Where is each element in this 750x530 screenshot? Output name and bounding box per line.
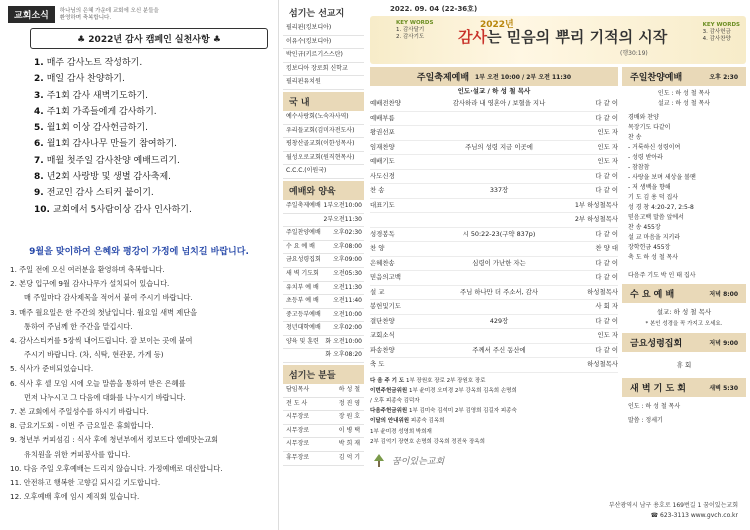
campaign-item [34,71,270,87]
order-row [370,184,618,199]
missions-list [283,22,364,90]
campaign-item [34,136,270,152]
worship-time: 오후08:00 [333,242,362,250]
campaign-item-number: 2. [34,74,44,85]
praise-line [628,263,740,271]
news-header [8,6,270,23]
order-item: 설 교 [370,287,385,296]
keywords-right [703,22,740,43]
worship-item [283,214,364,228]
order-detail [426,199,572,213]
server-item [283,452,364,466]
notice-item: 10. 다음 주일 오후예배는 드리지 않습니다. 가정예배로 대신합니다. [10,463,223,473]
order-row [370,329,618,344]
notice-item: 매 주일마다 감사제목을 적어서 붙여 주시기 바랍니다. [24,293,193,303]
order-person: 다 같 이 [595,113,618,122]
praise-service-body [622,86,746,284]
notice-item: 1. 주일 전에 오신 여러분을 환영하며 축복합니다. [10,264,165,274]
praise-line: 설 교 마음을 지키라 [628,234,681,241]
worship-name: 수 요 예 배 [286,242,315,250]
notice-item: 6. 식사 후 셀 모임 시에 오늘 말씀을 통하여 받은 은혜를 [10,378,186,388]
server-name: 장 원 호 [338,413,360,421]
campaign-title: ♣ 2022년 감사 캠페인 실천사항 ♣ [30,28,268,49]
order-person: 인도 자 [597,157,618,165]
order-person: 인도 자 [597,142,618,151]
list-item: 평창산골교회(이한성목사) [283,138,364,152]
campaign-item [34,169,270,185]
service-note-label: 이번주헌금위원 [370,387,408,394]
praise-line: - 저 생백을 향해 [628,184,671,191]
worship-time: 오후09:00 [333,256,362,264]
praise-leader: 인도 : 하 성 철 목사 [657,90,711,97]
order-person: 다 같 이 [595,345,618,354]
service-note [370,416,618,426]
notice-item: 4. 감사스티커를 5장씩 내어드립니다. 잘 보이는 곳에 붙여 [10,335,193,345]
praise-service-title: 주일찬양예배 [630,73,683,83]
order-detail [426,213,572,227]
order-item: 은혜찬송 [370,258,395,267]
news-note [60,8,159,21]
service-note [370,427,618,437]
domestic-head: 국 내 [283,92,364,111]
order-row [370,344,618,359]
order-item: 성경봉독 [370,229,395,238]
order-row [370,199,618,214]
campaign-item-text: 주1회 가족들에게 감사하기. [46,106,157,117]
side-services [622,67,746,469]
server-role: 시무장로 [286,413,310,421]
campaign-item [34,120,270,136]
church-logo-text: 꿈이있는교회 [392,457,445,468]
notice-item: 2. 본당 입구에 9월 감사나무가 설치되어 있습니다. [10,279,170,289]
worship-item [283,349,364,363]
keyword-item: 4. 감사찬양 [702,36,731,42]
order-person: 사 회 자 [595,302,618,310]
worship-time: 1부오전10:00 [323,201,362,209]
main-service-times: 1부 오전 10:00 / 2부 오전 11:30 [475,74,572,81]
banner-title [458,26,667,47]
order-detail: 429장 [489,316,509,325]
worship-name: 청년대학예배 [286,324,321,332]
praise-line: - 사랑을 보며 세상을 볼땐 [628,174,696,181]
worship-time: 오후02:00 [333,324,362,332]
server-role: 시무장로 [286,426,310,434]
dawn-service-body [622,397,746,431]
news-note-line1: 하나님의 은혜 가운데 교회에 오신 분들을 [59,7,159,14]
worship-item [283,227,364,241]
church-logo-icon [370,453,388,469]
server-item [283,411,364,425]
order-row [370,170,618,185]
fri-service-head [622,333,746,352]
news-tag: 교회소식 [8,6,55,23]
fri-service-body: 휴 회 [676,361,692,369]
worship-time: 오전11:40 [333,297,362,305]
order-item: 예배부름 [370,113,395,122]
order-item: 찬 송 [370,186,385,194]
list-item: 필리핀유치원 [283,76,364,90]
wed-service-head [622,284,746,303]
order-detail: 주님 하나만 더 주소서, 감사 [459,287,539,296]
worship-item [283,336,364,350]
order-row [370,257,618,272]
order-row [370,155,618,170]
keyword-item: 1. 감사달기 [396,27,425,33]
order-detail [426,329,572,343]
order-item: 예배전찬양 [370,99,401,107]
server-role: 시무장로 [286,440,310,448]
praise-line: 다음주 기도 박 인 태 집사 [628,272,696,279]
order-item: 사도신경 [370,171,395,180]
service-note-value: 피종숙 김옥희 [410,418,445,425]
worship-item [283,254,364,268]
order-of-service [370,97,618,373]
order-item: 대표기도 [370,200,395,209]
server-item [283,425,364,439]
praise-line: 경배와 찬양 [628,114,659,121]
order-person: 다 같 이 [595,273,618,281]
praise-service-time: 오후 2:30 [709,74,738,81]
praise-line: 찬 송 455장 [628,224,661,231]
keyword-item: 2. 감사기도 [396,34,425,40]
main-service-leaders: 인도·설교 / 하 성 철 목사 [457,87,531,95]
order-person: 다 같 이 [595,99,618,107]
order-detail [426,271,572,285]
order-item: 결단찬양 [370,316,395,325]
campaign-item [34,55,270,71]
banner-year: 2022년 [480,20,514,30]
campaign-item-number: 7. [34,155,44,166]
order-person: 1부 하성철목사 [574,200,618,209]
worship-head: 예배와 양육 [283,181,364,200]
dawn-service-head [622,378,746,397]
order-detail: 심령이 가난한 자는 [472,258,526,267]
server-role: 휴무장로 [286,454,310,462]
service-note [370,396,618,406]
order-row [370,242,618,257]
order-row [370,228,618,243]
list-item: 예수사랑회(노숙자사역) [283,111,364,125]
notice-item: 11. 안전하고 행복한 고향길 되시길 기도합니다. [10,478,161,488]
order-detail [426,126,572,140]
thanks-title: 9월을 맞이하여 은혜와 평강이 가정에 넘치길 바랍니다. [29,246,249,257]
praise-line: 찬 송 [628,134,642,141]
service-note-value: / 오후 피종숙 김덕자 [370,397,420,404]
praise-line: 믿음고백 말씀 앞에서 [628,214,684,221]
server-role: 전 도 사 [286,399,308,407]
wed-service-body [622,303,746,333]
list-item: 이유수(킹보디아) [283,36,364,50]
worship-schedule-list [283,200,364,363]
order-person: 하성철목사 [587,287,618,296]
worship-item [283,241,364,255]
order-item: 찬 양 [370,244,385,252]
campaign-item-number: 6. [34,139,44,150]
list-item: 박인규(키르기스스탄) [283,49,364,63]
order-person: 인도 자 [597,128,618,136]
worship-name: 중고등부예배 [286,310,321,318]
bulletin-date: 2022. 09. 04 (22-36호) [390,5,478,13]
dawn-service-time: 새벽 5:30 [709,385,738,392]
worship-item [283,322,364,336]
server-role: 담임목사 [286,386,310,394]
service-note [370,376,618,386]
notice-item: 먼저 나누시고 그 다음에 대화를 나누시기 바랍니다. [24,392,186,402]
servers-head: 섬기는 분들 [283,365,364,384]
order-item [370,213,426,227]
list-item: 우리들교회(김미자전도사) [283,125,364,139]
praise-line: 기 도 김 용 덕 집사 [628,194,679,201]
keywords-left [396,20,433,41]
banner-title-rest: 는 믿음의 뿌리 기적의 시작 [486,28,668,46]
worship-name: 주일찬양예배 [286,229,321,237]
order-item: 왕권선포 [370,128,395,136]
order-detail [426,300,572,314]
wed-service-title: 수 요 예 배 [630,290,675,300]
order-person: 인도 자 [597,331,618,339]
news-note-line2: 환영하며 축복합니다. [59,14,112,21]
worship-item [283,268,364,282]
worship-name: 주일축제예배 [286,201,321,209]
notice-item: 7. 본 교회에서 주일성수를 하시기 바랍니다. [10,407,149,416]
service-note-value: 1부 김미숙 김석미 2부 김영희 김길자 피종숙 [408,408,517,415]
order-detail [426,112,572,126]
address-line: 부산광역시 남구 용호로 169번길 1 꿈이있는교회 [608,502,738,509]
order-detail [426,155,572,169]
worship-time: 오전10:00 [333,310,362,318]
notice-item: 3. 매주 월요일은 한 주간의 첫날입니다. 월요일 새벽 제단을 [10,307,198,317]
notice-item: 5. 식사가 준비되었습니다. [10,364,94,374]
worship-item [283,200,364,214]
worship-time: 오후02:30 [333,229,362,237]
order-detail: 감사하라 내 영혼아 / 보혈을 지나 [452,99,546,107]
service-note [370,437,618,447]
wed-service-time: 저녁 8:00 [709,291,738,298]
worship-time: 화 오전10:00 [325,337,362,345]
campaign-list [34,55,270,218]
worship-name: 초등부 예 배 [286,297,319,305]
service-note [370,386,618,396]
order-person: 2부 하성철목사 [574,215,618,223]
list-item: 월성오로교회(원직현목사) [283,152,364,166]
order-item: 파송찬양 [370,345,395,354]
fri-service-title: 금요성령집회 [630,339,683,349]
order-item: 봉헌및기도 [370,302,401,310]
dawn-leader: 인도 : 하 성 철 목사 [628,403,681,410]
fri-service-time: 저녁 9:00 [709,340,738,347]
notice-item: 8. 금요기도회 - 이번 주 금요일은 휴회합니다. [10,421,154,431]
campaign-item-number: 10. [34,204,50,215]
theme-banner [370,16,746,64]
notice-item: 주시기 바랍니다. (차, 식탁, 현관문, 가게 등) [24,350,164,360]
order-row [370,213,618,228]
server-name: 박 희 재 [338,440,360,448]
order-person: 다 같 이 [595,171,618,180]
campaign-item-text: 매주 감사노트 작성하기. [46,58,143,68]
praise-line: - 성령 받아라 [628,154,663,161]
campaign-item-text: 전교인 감사 스티커 붙이기. [46,188,154,199]
notices-list [10,263,270,504]
bulletin-section [366,0,750,530]
campaign-item-text: 월1회 감사나무 만들기 참여하기. [46,139,177,150]
order-person: 다 같 이 [595,316,618,325]
order-row [370,300,618,315]
order-item: 믿음의고백 [370,273,401,281]
dawn-service-title: 새 벽 기 도 회 [630,384,687,394]
service-note-value: 1부 장원호 장로 2부 장원호 장로 [405,377,486,384]
campaign-item [34,185,270,201]
main-service [370,67,618,469]
domestic-missions-list [283,111,364,179]
phone-line: ☎ 623-3113 www.gvch.co.kr [650,512,738,519]
praise-line: 장학헌금 455장 [628,244,671,251]
church-logo [370,453,618,469]
banner-verse: (행30:19) [620,50,648,57]
order-row [370,112,618,127]
server-name: 정 진 영 [338,399,360,407]
worship-name: 금요성령집회 [286,256,321,264]
campaign-item-number: 4. [34,106,44,117]
order-person: 찬 양 대 [595,244,618,252]
notice-item: 통하여 주님께 한 주간을 맡깁시다. [24,321,133,331]
campaign-item [34,104,270,120]
campaign-item-number: 8. [34,172,44,183]
order-row [370,271,618,286]
campaign-item-number: 3. [34,90,44,101]
service-note [370,406,618,416]
order-detail [426,242,572,256]
wed-preacher: 설교: 하 성 철 목사 [656,308,712,316]
campaign-item-number: 9. [34,188,44,199]
campaign-item-text: 매일 감사 찬양하기. [46,74,125,85]
worship-name: 유치부 예 배 [286,283,319,291]
order-person: 다 같 이 [595,258,618,267]
campaign-item-number: 5. [34,123,44,134]
order-row [370,97,618,112]
praise-line: 성 경 창 4:20-27, 2:5-8 [628,204,694,211]
praise-line: - 참참참 [628,164,650,171]
order-person: 다 같 이 [595,229,618,238]
order-item: 교회소식 [370,331,395,339]
notice-item: 유치원을 위한 커피봉사를 합니다. [24,449,131,459]
praise-service-head [622,67,746,86]
campaign-item-text: 월1회 이상 감사헌금하기. [46,123,148,134]
campaign-item [34,88,270,104]
worship-name: 양육 및 훈련 [286,337,319,345]
campaign-item-text: 매월 첫주일 감사찬양 예배드리기. [46,155,180,166]
worship-time: 오전05:30 [333,269,362,277]
list-item: 킹보디아 장로회 신학교 [283,63,364,77]
campaign-item [34,202,270,218]
order-item: 예배기도 [370,157,395,165]
order-row [370,315,618,330]
praise-line: 축 도 하 성 철 목사 [628,254,679,261]
order-row [370,286,618,301]
campaign-item [34,153,270,169]
order-detail: 주께서 주신 동산에 [472,345,526,354]
service-note-value: 2부 김억기 장현호 손명희 강옥희 정진욱 장옥희 [370,438,485,445]
campaign-item-text: 교회에서 5사람이상 감사 인사하기. [52,204,192,215]
worship-time: 2부오전11:30 [323,215,362,223]
praise-line: - 거룩하신 성령이여 [628,144,681,151]
keywords-right-title: KEY WORDS [702,22,740,28]
service-note-value: 1부 윤미경 오미경 2부 강옥희 김옥희 손명희 [408,387,517,394]
service-note-value: 1부 윤미경 성영희 박희재 [370,428,432,435]
server-name: 이 병 택 [338,426,360,434]
missions-title: 섬기는 선교지 [289,9,345,19]
service-notes [370,376,618,447]
campaign-item-number: 1. [34,58,44,68]
worship-time: 오전11:30 [333,283,362,291]
order-person: 하성철목사 [587,360,618,368]
worship-item [283,309,364,323]
service-note-label: 다음주헌금위원 [370,408,408,415]
wed-note: * 본인 성경을 꼭 가지고 오세요. [645,321,723,327]
campaign-item-text: 주1회 감사 새벽기도하기. [46,90,148,101]
order-row [370,141,618,156]
notice-item: 12. 오후예배 후에 임시 제직회 있습니다. [10,492,140,502]
order-detail: 시 50:22-23(구약 837p) [462,229,536,238]
server-name: 김 억 기 [338,454,360,462]
service-note-label: 이달의 안내위원 [370,418,410,425]
keyword-item: 3. 감사헌금 [702,29,731,35]
main-service-head [370,67,618,86]
news-column [0,0,278,530]
praise-line: 목장기도 다같이 [628,124,671,131]
list-item: C.C.C.(이원국) [283,165,364,179]
servers-list [283,384,364,466]
service-note-label: 다 음 주 기 도 [370,377,405,384]
worship-name: 새 벽 기도회 [286,269,319,277]
order-detail: 주님의 성령 지금 이곳에 [465,142,533,151]
notice-item: 9. 청년부 커피섬김 : 식사 후에 청년부에서 킹보드다 엘페맛는교회 [10,435,219,445]
keywords-left-title: KEY WORDS [396,20,434,26]
praise-order [628,113,740,281]
order-row [370,126,618,141]
order-row [370,358,618,373]
order-item: 축 도 [370,360,385,368]
server-item [283,398,364,412]
order-detail [426,358,572,372]
server-name: 하 성 철 [338,386,360,394]
banner-title-highlight: 감사 [458,28,487,46]
info-column [278,0,366,530]
order-item: 임재찬양 [370,142,395,151]
main-service-title: 주일축제예배 [416,73,470,83]
server-item [283,438,364,452]
order-person: 다 같 이 [595,186,618,194]
church-address [498,501,738,521]
praise-preacher: 설교 : 하 성 철 목사 [657,100,711,107]
order-detail [426,170,572,184]
dawn-word: 말씀 : 정세기 [628,417,663,424]
campaign-item-text: 년2회 사랑방 및 생별 감사축제. [46,172,172,183]
order-detail: 337장 [489,186,509,194]
worship-time: 화 오후08:20 [325,351,362,359]
worship-item [283,295,364,309]
list-item: 필리핀(킹보디아) [283,22,364,36]
worship-item [283,282,364,296]
server-item [283,384,364,398]
